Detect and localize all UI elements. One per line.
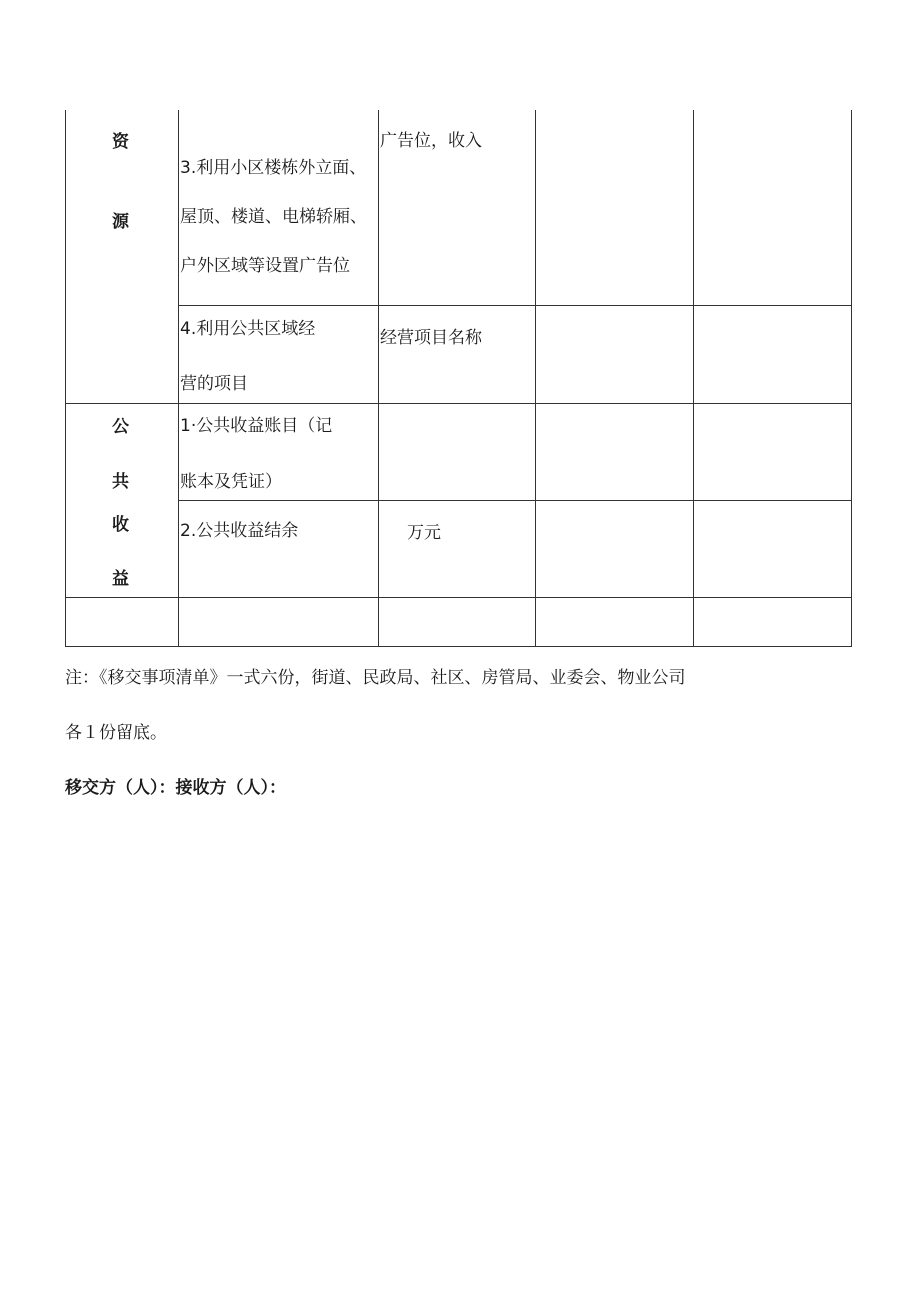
signature-line: 移交方（人）：接收方（人）： [65,778,286,798]
row3-item-line1: 3.利用小区楼栋外立面、 [180,158,367,178]
table-col-divider-3 [535,110,536,647]
resource-label-char-1: 资 [112,132,129,152]
table-col-divider-4 [693,110,694,647]
row3-item-line3: 户外区域等设置广告位 [180,256,350,276]
note-line-1: 注：《移交事项清单》一式六份，街道、民政局、社区、房管局、业委会、物业公司 [65,668,686,688]
income-row2-content: 万元 [407,523,441,543]
income-row2-item: 2.公共收益结余 [180,521,299,541]
income-label-char-3: 收 [112,515,129,535]
row-divider-3-4 [178,305,852,306]
row-divider-income-empty [65,597,852,598]
row-divider-resource-income [65,403,852,404]
table-border-bottom [65,646,852,647]
table-col-divider-2 [378,110,379,647]
table-border-right [851,110,852,647]
table-border-left [65,110,66,647]
row3-item-line2: 屋顶、楼道、电梯轿厢、 [180,207,367,227]
table-col-divider-1 [178,110,179,647]
row3-content: 广告位，收入 [380,131,482,151]
row4-item-line1: 4.利用公共区域经 [180,319,316,339]
income-label-char-1: 公 [112,417,129,437]
resource-label-char-2: 源 [112,212,129,232]
note-line-2: 各１份留底。 [65,723,167,743]
income-row1-item-line1: 1·公共收益账目（记 [180,416,333,436]
row-divider-income-1-2 [178,500,852,501]
income-label-char-2: 共 [112,472,129,492]
row4-item-line2: 营的项目 [180,374,248,394]
income-row1-item-line2: 账本及凭证） [180,472,282,492]
row4-content: 经营项目名称 [380,328,482,348]
income-label-char-4: 益 [112,569,129,589]
